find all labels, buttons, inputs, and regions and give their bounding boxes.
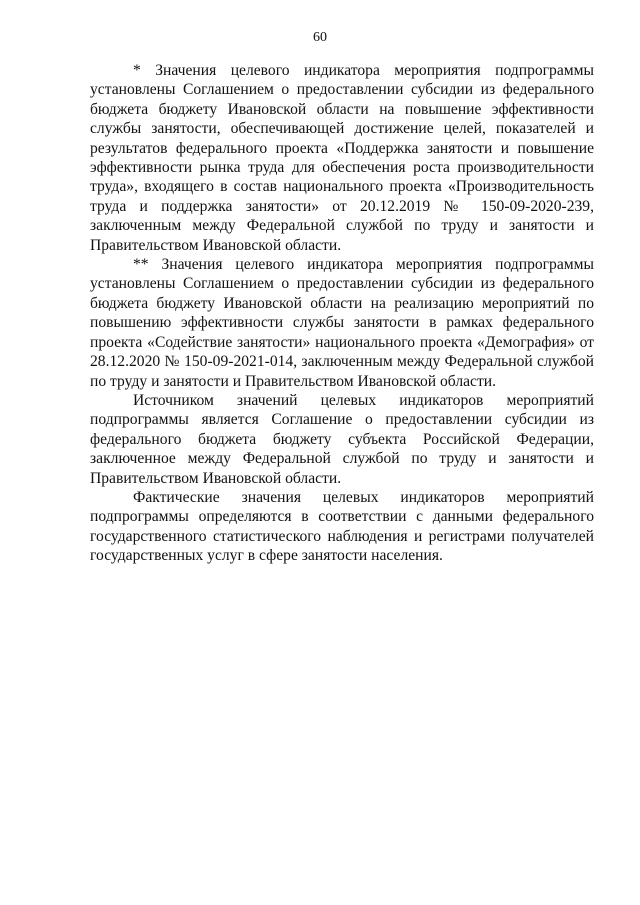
footnote-paragraph-1: * Значения целевого индикатора мероприятия подпрограммы установлены Соглашением о предоставлении субсидии из федерального бюджета бюджету Ивановской области на повышение эффективности службы занятости, обеспечивающей достижение целей, показателей и результатов федерального проекта «Поддержка занятости и повышение эффективности рынка труда для обеспечения роста производительности труда», входящего в состав национального проекта «Производительность труда и поддержка занятости» от 20.12.2019 № 150-09-2020-239, заключенным между Федеральной службой по труду и занятости и Правительством Ивановской области. bbox=[90, 62, 594, 254]
actual-values-paragraph: Фактические значения целевых индикаторов мероприятий подпрограммы определяются в соответствии с данными федерального государственного статистического наблюдения и регистрами получателей государственных услуг в сфере занятости населения. bbox=[90, 488, 594, 565]
page-number: 60 bbox=[313, 30, 327, 45]
source-paragraph: Источником значений целевых индикаторов мероприятий подпрограммы является Соглашение о предоставлении субсидии из федерального бюджета бюджету субъекта Российской Федерации, заключенное между Федеральной службой по труду и занятости и Правительством Ивановской области. bbox=[90, 391, 594, 487]
footnote-paragraph-2: ** Значения целевого индикатора мероприятия подпрограммы установлены Соглашением о предоставлении субсидии из федерального бюджета бюджету Ивановской области на реализацию мероприятий по повышению эффективности службы занятости в рамках федерального проекта «Содействие занятости» национального проекта «Демография» от 28.12.2020 № 150-09-2021-014, заключенным между Федеральной службой по труду и занятости и Правительством Ивановской области. bbox=[90, 256, 594, 390]
body-text bbox=[90, 61, 594, 566]
